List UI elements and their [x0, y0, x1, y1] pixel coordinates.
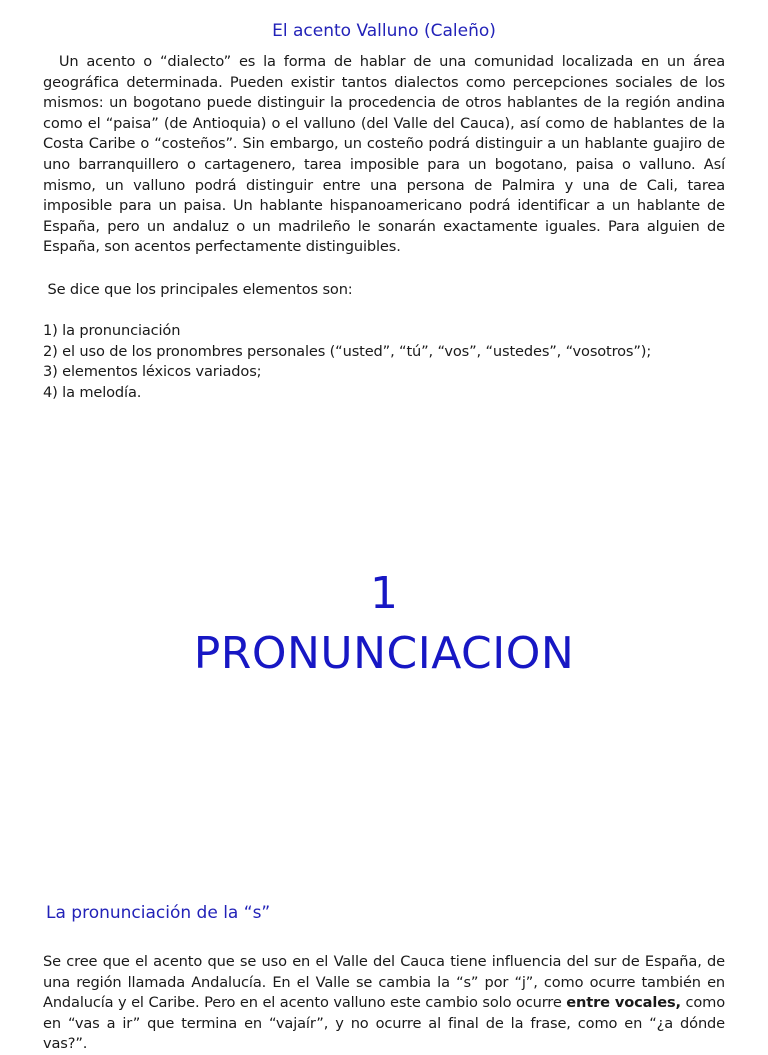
- section-number: 1: [370, 568, 398, 619]
- document-title: El acento Valluno (Caleño): [272, 21, 496, 41]
- elements-intro: Se dice que los principales elementos son:: [43, 281, 353, 298]
- paragraph-bold-text: entre vocales,: [566, 994, 681, 1012]
- paragraph-text: Se cree que el acento que se uso en el Valle del Cauca tiene influencia del sur de España, de una región llamada Andalucía. En el Valle se cambia la “s” por “j”, como ocurre también en Andalucía y el Caribe. Pero en el acento valluno este cambio solo ocurre: [43, 953, 725, 1012]
- s-pronunciation-paragraph: [43, 952, 725, 1055]
- intro-paragraph: Un acento o “dialecto” es la forma de hablar de una comunidad localizada en un área geográfica determinada. Pueden existir tantos dialectos como percepciones sociales de los mismos: un bogotano puede distinguir la procedencia de otros hablantes de la región andina como el “paisa” (de Antioquia) o el valluno (del Valle del Cauca), así como de hablantes de la Costa Caribe o “costeños”. Sin embargo, un costeño podrá distinguir a un hablante guajiro de uno barranquillero o cartagenero, tarea imposible para un bogotano, paisa o valluno. Así mismo, un valluno podrá distinguir entre una persona de Palmira y una de Cali, tarea imposible para un paisa. Un hablante hispanoamericano podrá identificar a un hablante de España, pero un andaluz o un madrileño le sonarán exactamente iguales. Para alguien de España, son acentos perfectamente distinguibles.: [43, 53, 725, 256]
- paragraph-text: como en “vas a ir” que termina en “vajaír”, y no ocurre al final de la frase, como en “¿a dónde vas?”.: [43, 994, 725, 1053]
- section-subheading: La pronunciación de la “s”: [46, 903, 271, 923]
- list-item: 3) elementos léxicos variados;: [43, 363, 262, 381]
- list-item: 4) la melodía.: [43, 383, 142, 401]
- list-item: 1) la pronunciación: [43, 322, 181, 339]
- list-item: 2) el uso de los pronombres personales (“usted”, “tú”, “vos”, “ustedes”, “vosotros”);: [43, 342, 652, 360]
- elements-list: [43, 321, 725, 403]
- section-title: PRONUNCIACION: [193, 628, 575, 679]
